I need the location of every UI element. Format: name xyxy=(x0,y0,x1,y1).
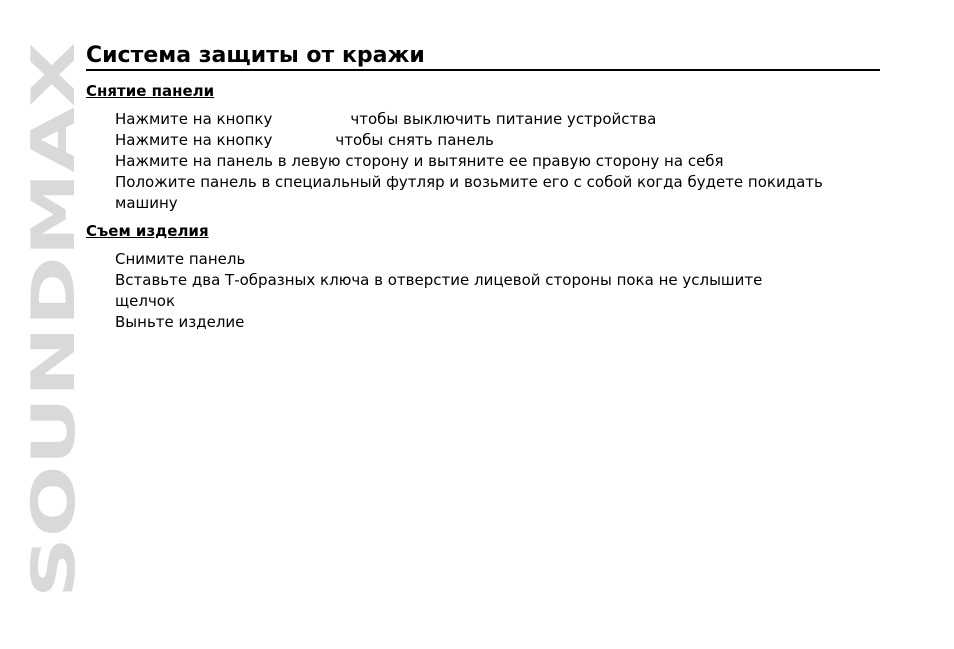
step-text: Нажмите на кнопку xyxy=(115,110,273,128)
list-item xyxy=(115,109,880,130)
step-text: Нажмите на кнопку xyxy=(115,131,273,149)
panel-removal-steps xyxy=(115,109,880,214)
list-item: Выньте изделие xyxy=(115,313,245,331)
section-heading-panel-removal: Снятие панели xyxy=(86,82,215,100)
soundmax-logo xyxy=(19,42,89,598)
list-item: Нажмите на панель в левую сторону и вытяните ее правую сторону на себя xyxy=(115,152,724,170)
list-item: Положите панель в специальный футляр и возьмите его с собой когда будете покидать машину xyxy=(115,173,823,212)
page-title: Система защиты от кражи xyxy=(86,43,425,68)
step-text: чтобы снять панель xyxy=(335,131,494,149)
list-item: Снимите панель xyxy=(115,250,246,268)
section-heading-unit-removal: Съем изделия xyxy=(86,222,209,240)
list-item: Вставьте два Т-образных ключа в отверстие лицевой стороны пока не услышите щелчок xyxy=(115,271,763,310)
soundmax-logo-text: SOUNDMAX xyxy=(19,202,89,598)
list-item xyxy=(115,130,880,151)
unit-removal-steps xyxy=(115,249,815,333)
step-text: чтобы выключить питание устройства xyxy=(350,110,657,128)
title-underline-rule xyxy=(86,69,880,71)
soundmax-logo-graphic xyxy=(19,42,89,598)
